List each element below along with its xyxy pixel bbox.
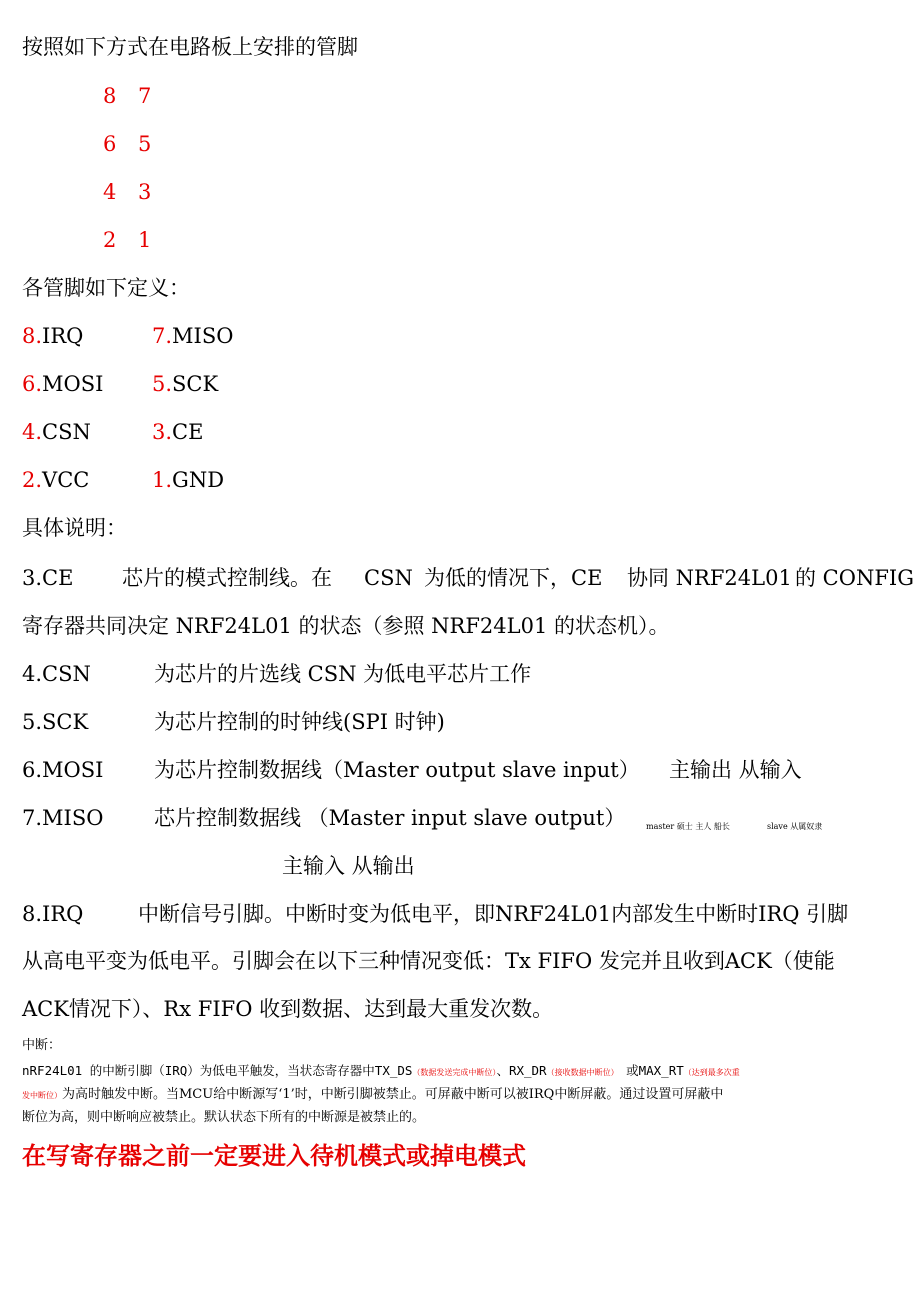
interrupt-heading: 中断： [22,1038,62,1053]
csn-label: 4.CSN [22,662,91,686]
pin-definition-row [152,419,203,445]
interrupt-para-line1 [22,1062,740,1082]
pin-number: 8 [103,84,117,108]
pin-def-number: 8. [22,324,43,348]
page-title: 按照如下方式在电路板上安排的管脚 [22,35,358,59]
interrupt-note: 发中断位） [22,1091,62,1100]
ce-label: 3.CE [22,566,74,590]
pin-def-name: IRQ [42,324,84,348]
miso-tiny-note-1: master 硕士 主人 船长 [646,822,730,831]
pin-def-name: VCC [42,468,90,492]
ce-text-line2: 寄存器共同决定 NRF24L01 的状态（参照 NRF24L01 的状态机）。 [22,614,670,638]
irq-text-line2: 从高电平变为低电平。引脚会在以下三种情况变低：Tx FIFO 发完并且收到ACK（使能 [22,949,835,973]
pin-number: 4 [103,180,117,204]
definitions-heading: 各管脚如下定义： [22,276,190,300]
ce-text-b: CSN [364,566,413,590]
csn-text: 为芯片的片选线 CSN 为低电平芯片工作 [154,662,532,686]
pin-definition-row [152,371,218,397]
mosi-label: 6.MOSI [22,758,104,782]
sck-label: 5.SCK [22,710,89,734]
mosi-note: 主输出 从输入 [669,758,802,782]
pin-def-name: CSN [42,420,91,444]
pin-number: 7 [138,84,152,108]
pin-number: 1 [138,228,152,252]
irq-text-line1: 中断信号引脚。中断时变为低电平，即NRF24L01内部发生中断时IRQ 引脚 [138,902,849,926]
interrupt-note: （接收数据中断位） [546,1068,619,1077]
warning-text: 在写寄存器之前一定要进入待机模式或掉电模式 [22,1142,526,1170]
ce-text-d: 协同 NRF24L01 [627,566,792,590]
explanation-heading: 具体说明： [22,516,127,540]
interrupt-para-line3: 断位为高，则中断响应被禁止。默认状态下所有的中断源是被禁止的。 [22,1110,426,1125]
pin-def-name: GND [172,468,225,492]
pin-def-name: MISO [172,324,234,348]
pin-number: 3 [138,180,152,204]
miso-text: 芯片控制数据线 （Master input slave output） [154,806,626,830]
interrupt-text: 或MAX_RT [618,1063,684,1078]
ce-text-a: 芯片的模式控制线。在 [122,566,332,590]
interrupt-text: 、RX_DR [496,1063,547,1078]
miso-label: 7.MISO [22,806,104,830]
pin-definition-row [22,467,89,493]
pin-definition-row [22,419,91,445]
interrupt-note: （达到最多次重 [683,1068,740,1077]
interrupt-text: 为高时触发中断。当MCU给中断源写‘1’时，中断引脚被禁止。可屏蔽中断可以被IRQ中断屏蔽。通过设置可屏蔽中 [62,1087,724,1102]
pin-def-number: 3. [152,420,173,444]
sck-text: 为芯片控制的时钟线(SPI 时钟) [154,710,445,734]
pin-number: 6 [103,132,117,156]
pin-definition-row [22,323,83,349]
miso-note: 主输入 从输出 [282,854,415,878]
pin-definition-row [152,323,233,349]
miso-tiny-note-2: slave 从属奴隶 [767,822,823,831]
pin-def-number: 2. [22,468,43,492]
pin-def-number: 1. [152,468,173,492]
pin-def-name: MOSI [42,372,104,396]
pin-def-number: 4. [22,420,43,444]
irq-label: 8.IRQ [22,902,84,926]
pin-def-number: 6. [22,372,43,396]
pin-def-name: SCK [172,372,219,396]
pin-number: 2 [103,228,117,252]
ce-text-e: 的 CONFIG [795,566,914,590]
interrupt-note: （数据发送完成中断位） [412,1068,497,1077]
ce-text-c: 为低的情况下，CE [424,566,603,590]
interrupt-text: nRF24L01 的中断引脚（IRQ）为低电平触发，当状态寄存器中TX_DS [22,1063,413,1078]
pin-def-name: CE [172,420,204,444]
mosi-text: 为芯片控制数据线（Master output slave input） [154,758,640,782]
pin-definition-row [152,467,224,493]
irq-text-line3: ACK情况下）、Rx FIFO 收到数据、达到最大重发次数。 [22,997,554,1021]
interrupt-para-line2 [22,1086,723,1105]
pin-definition-row [22,371,103,397]
pin-def-number: 7. [152,324,173,348]
pin-number: 5 [138,132,152,156]
pin-def-number: 5. [152,372,173,396]
